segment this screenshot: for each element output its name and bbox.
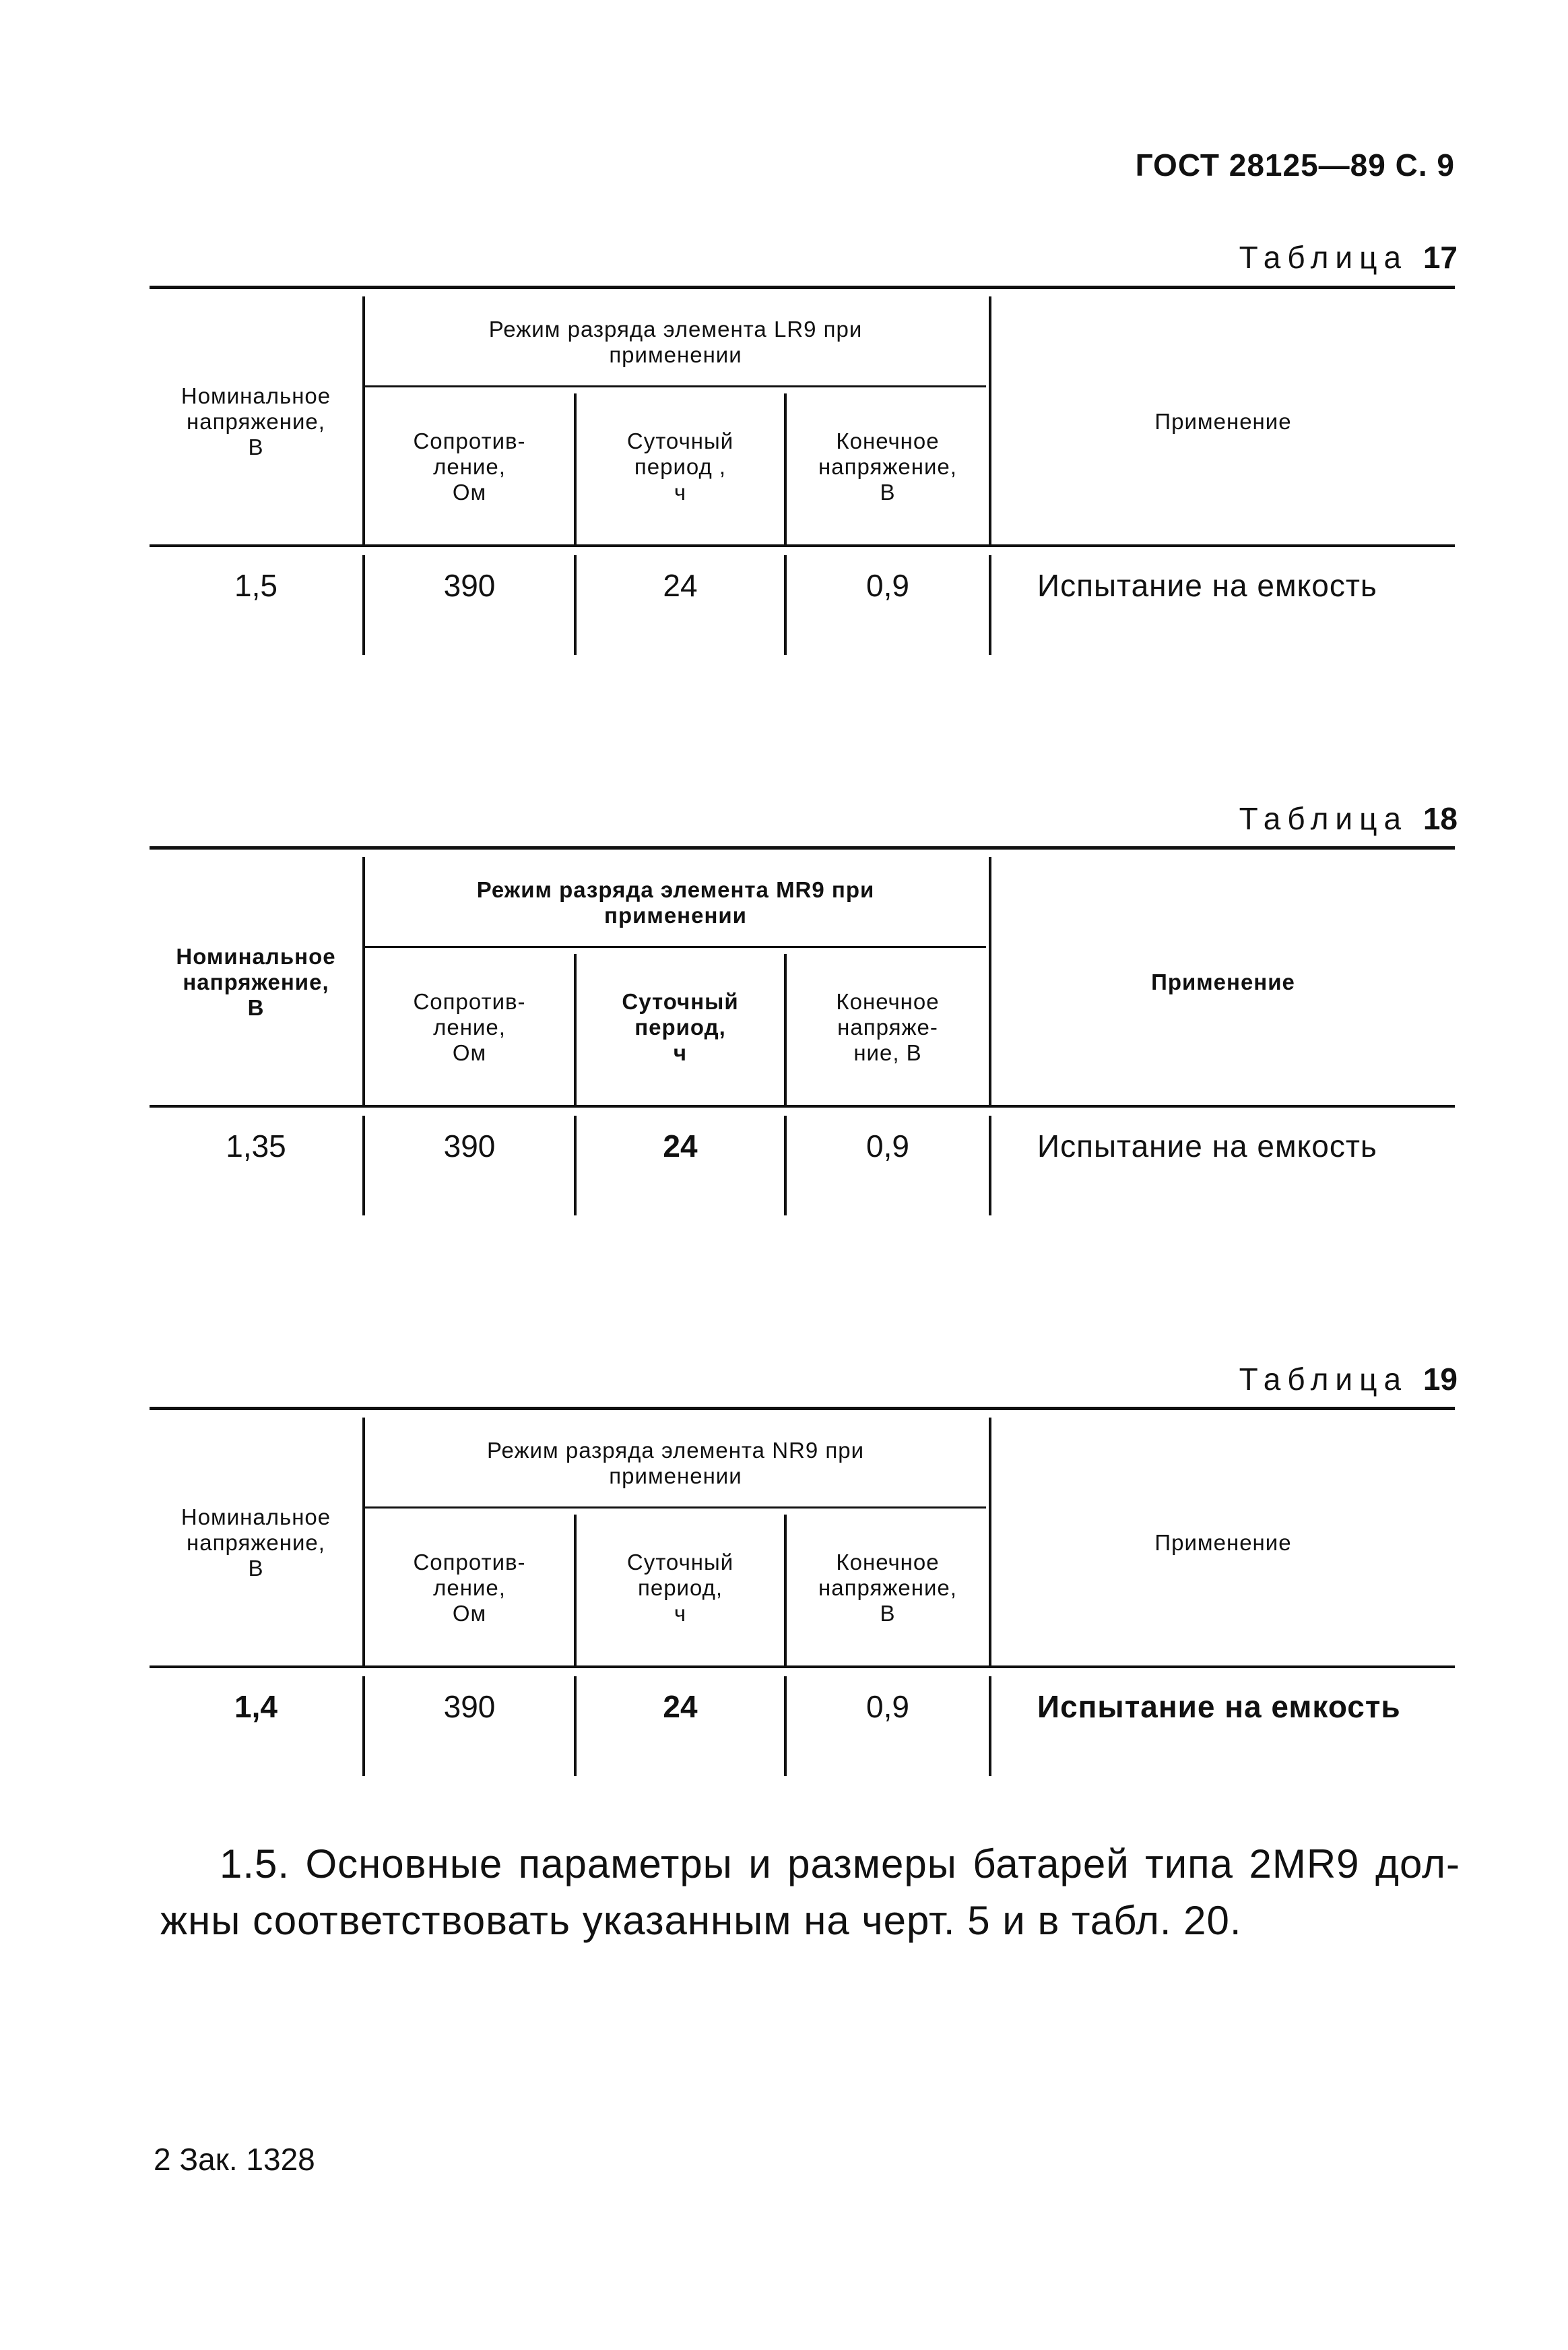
table-number: 18: [1423, 801, 1458, 836]
application-value: Испытание на емкость: [1037, 1689, 1401, 1724]
table-18-caption: [1239, 800, 1458, 837]
voltage-header: Номинальное напряжение, В: [181, 1504, 331, 1581]
paragraph-1-5: [160, 1836, 1460, 1949]
table-number: 17: [1423, 240, 1458, 275]
column-divider: [989, 555, 991, 655]
resistance-header: Сопротив- ление, Ом: [413, 1550, 526, 1626]
period-header: Суточный период , ч: [626, 428, 734, 505]
header-bottom-rule: [150, 544, 1455, 547]
period-value: 24: [663, 1689, 698, 1724]
table-caption-word: Таблица: [1239, 801, 1408, 836]
header-bottom-rule: [150, 1665, 1455, 1668]
period-value: 24: [663, 568, 698, 603]
period-header: Суточный период, ч: [622, 989, 739, 1065]
group-header-rule: [365, 1506, 986, 1509]
period-value: 24: [663, 1129, 698, 1164]
voltage-value: 1,35: [226, 1129, 286, 1164]
resistance-value: 390: [443, 1129, 496, 1164]
voltage-value: 1,5: [234, 568, 277, 603]
group-header: Режим разряда элемента LR9 при применении: [488, 317, 863, 367]
final-voltage-header: Конечное напряжение, В: [818, 428, 957, 505]
table-17: [150, 286, 1455, 655]
page-header: ГОСТ 28125—89 С. 9: [1135, 148, 1455, 183]
resistance-header: Сопротив- ление, Ом: [413, 989, 526, 1065]
application-header: Применение: [1151, 970, 1295, 994]
group-header-rule: [365, 946, 986, 948]
voltage-value: 1,4: [234, 1689, 277, 1724]
table-top-rule: [150, 1407, 1455, 1410]
final-voltage-header: Конечное напряже- ние, В: [836, 989, 940, 1065]
column-divider: [989, 1116, 991, 1215]
application-value: Испытание на емкость: [1037, 568, 1377, 603]
paragraph-line: 1.5. Основные параметры и размеры батарей типа 2MR9 дол-: [220, 1841, 1460, 1886]
table-top-rule: [150, 846, 1455, 850]
table-17-caption: [1239, 239, 1458, 276]
table-top-rule: [150, 286, 1455, 289]
resistance-value: 390: [443, 568, 496, 603]
resistance-value: 390: [443, 1689, 496, 1724]
period-header: Суточный период, ч: [626, 1550, 734, 1626]
table-number: 19: [1423, 1362, 1458, 1397]
application-header: Применение: [1154, 409, 1292, 434]
voltage-header: Номинальное напряжение, В: [176, 944, 336, 1020]
table-19-caption: [1239, 1361, 1458, 1397]
final-voltage-header: Конечное напряжение, В: [818, 1550, 957, 1626]
application-value: Испытание на емкость: [1037, 1129, 1377, 1164]
header-bottom-rule: [150, 1105, 1455, 1108]
group-header: Режим разряда элемента NR9 при применении: [486, 1438, 865, 1488]
group-header: Режим разряда элемента MR9 при применении: [476, 877, 875, 928]
voltage-header: Номинальное напряжение, В: [181, 383, 331, 459]
paragraph-line: жны соответствовать указанным на черт. 5 и в табл. 20.: [160, 1898, 1242, 1943]
table-18: [150, 846, 1455, 1215]
table-caption-word: Таблица: [1239, 240, 1408, 275]
final-voltage-value: 0,9: [866, 1689, 909, 1724]
table-caption-word: Таблица: [1239, 1362, 1408, 1397]
footer-order-number: 2 Зак. 1328: [154, 2142, 315, 2177]
table-19: [150, 1407, 1455, 1776]
final-voltage-value: 0,9: [866, 568, 909, 603]
resistance-header: Сопротив- ление, Ом: [413, 428, 526, 505]
column-divider: [989, 1676, 991, 1776]
group-header-rule: [365, 385, 986, 387]
application-header: Применение: [1154, 1530, 1292, 1555]
final-voltage-value: 0,9: [866, 1129, 909, 1164]
